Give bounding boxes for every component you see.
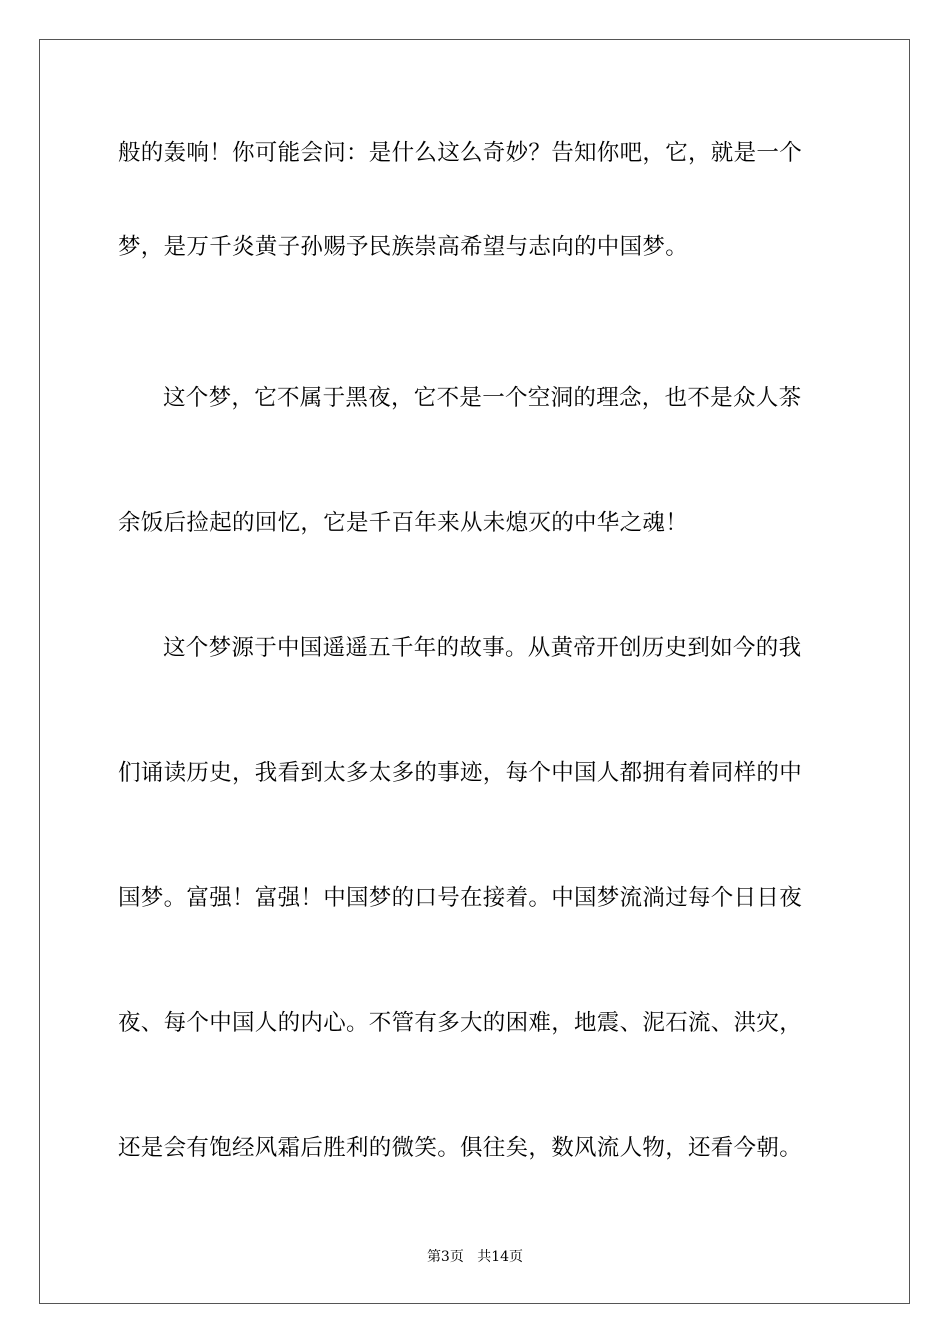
body-line-3: 这个梦，它不属于黑夜，它不是一个空洞的理念，也不是众人茶 — [163, 385, 802, 411]
body-line-7: 国梦。富强！富强！中国梦的口号在接着。中国梦流淌过每个日日夜 — [118, 885, 803, 911]
page-frame — [39, 39, 910, 1304]
body-line-1: 般的轰响！你可能会问：是什么这么奇妙？告知你吧，它，就是一个 — [118, 140, 803, 166]
body-line-8: 夜、每个中国人的内心。不管有多大的困难，地震、泥石流、洪灾， — [118, 1010, 803, 1036]
body-line-9: 还是会有饱经风霜后胜利的微笑。俱往矣，数风流人物，还看今朝。 — [118, 1135, 803, 1161]
body-line-2: 梦，是万千炎黄子孙赐予民族崇高希望与志向的中国梦。 — [118, 234, 689, 260]
page-number: 第3页 — [426, 1249, 464, 1265]
page-total: 共14页 — [477, 1249, 524, 1265]
body-line-6: 们诵读历史，我看到太多太多的事迹，每个中国人都拥有着同样的中 — [118, 760, 803, 786]
body-line-5: 这个梦源于中国遥遥五千年的故事。从黄帝开创历史到如今的我 — [163, 635, 802, 661]
page-footer — [0, 1247, 950, 1267]
body-line-4: 余饭后捡起的回忆，它是千百年来从未熄灭的中华之魂！ — [118, 510, 689, 536]
